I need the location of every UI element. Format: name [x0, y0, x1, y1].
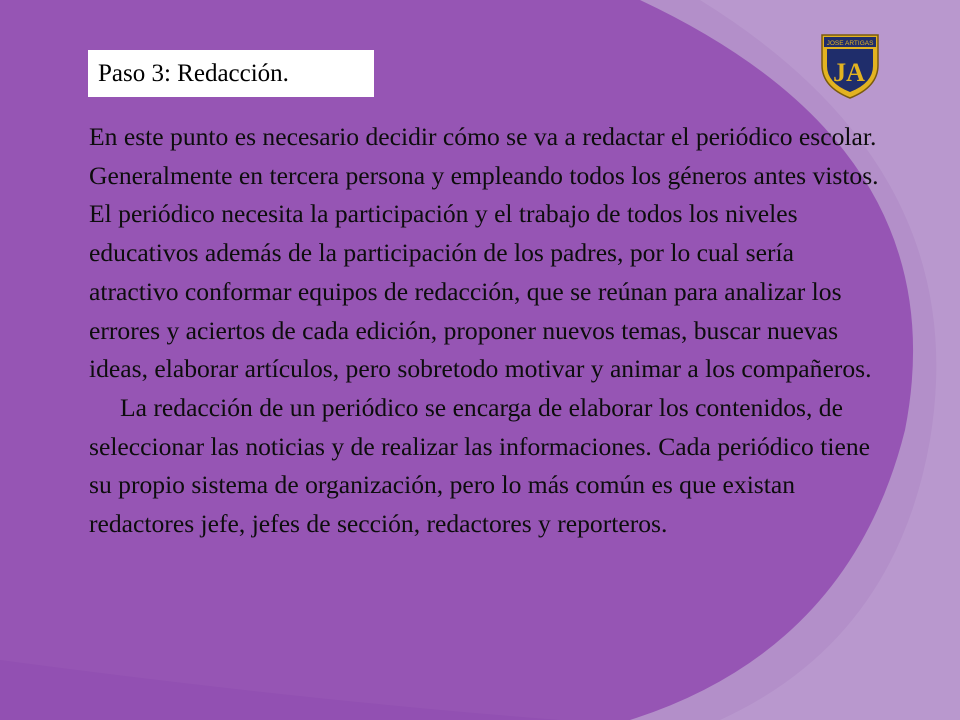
- crest-banner-text: JOSE ARTIGAS: [826, 40, 874, 47]
- slide-title: Paso 3: Redacción.: [98, 59, 289, 87]
- paragraph-1: En este punto es necesario decidir cómo se va a redactar el periódico escolar. Generalmente en tercera persona y empleando todos los géneros antes vistos. El periódico necesita la participación y el trabajo de todos los niveles educativos además de la participación de los padres, por lo cual sería atractivo conformar equipos de redacción, que se reúnan para analizar los errores y aciertos de cada edición, proponer nuevos temas, buscar nuevas ideas, elaborar artículos, pero sobretodo motivar y animar a los compañeros.: [89, 122, 879, 384]
- paragraph-2: La redacción de un periódico se encarga de elaborar los contenidos, de seleccionar las noticias y de realizar las informaciones. Cada periódico tiene su propio sistema de organización, pero lo más común es que existan redactores jefe, jefes de sección, redactores y reporteros.: [89, 392, 870, 539]
- slide-body: [89, 118, 889, 544]
- crest-initials: JA: [833, 58, 865, 87]
- slide-title-box: [88, 50, 374, 97]
- school-crest-icon: [818, 31, 882, 101]
